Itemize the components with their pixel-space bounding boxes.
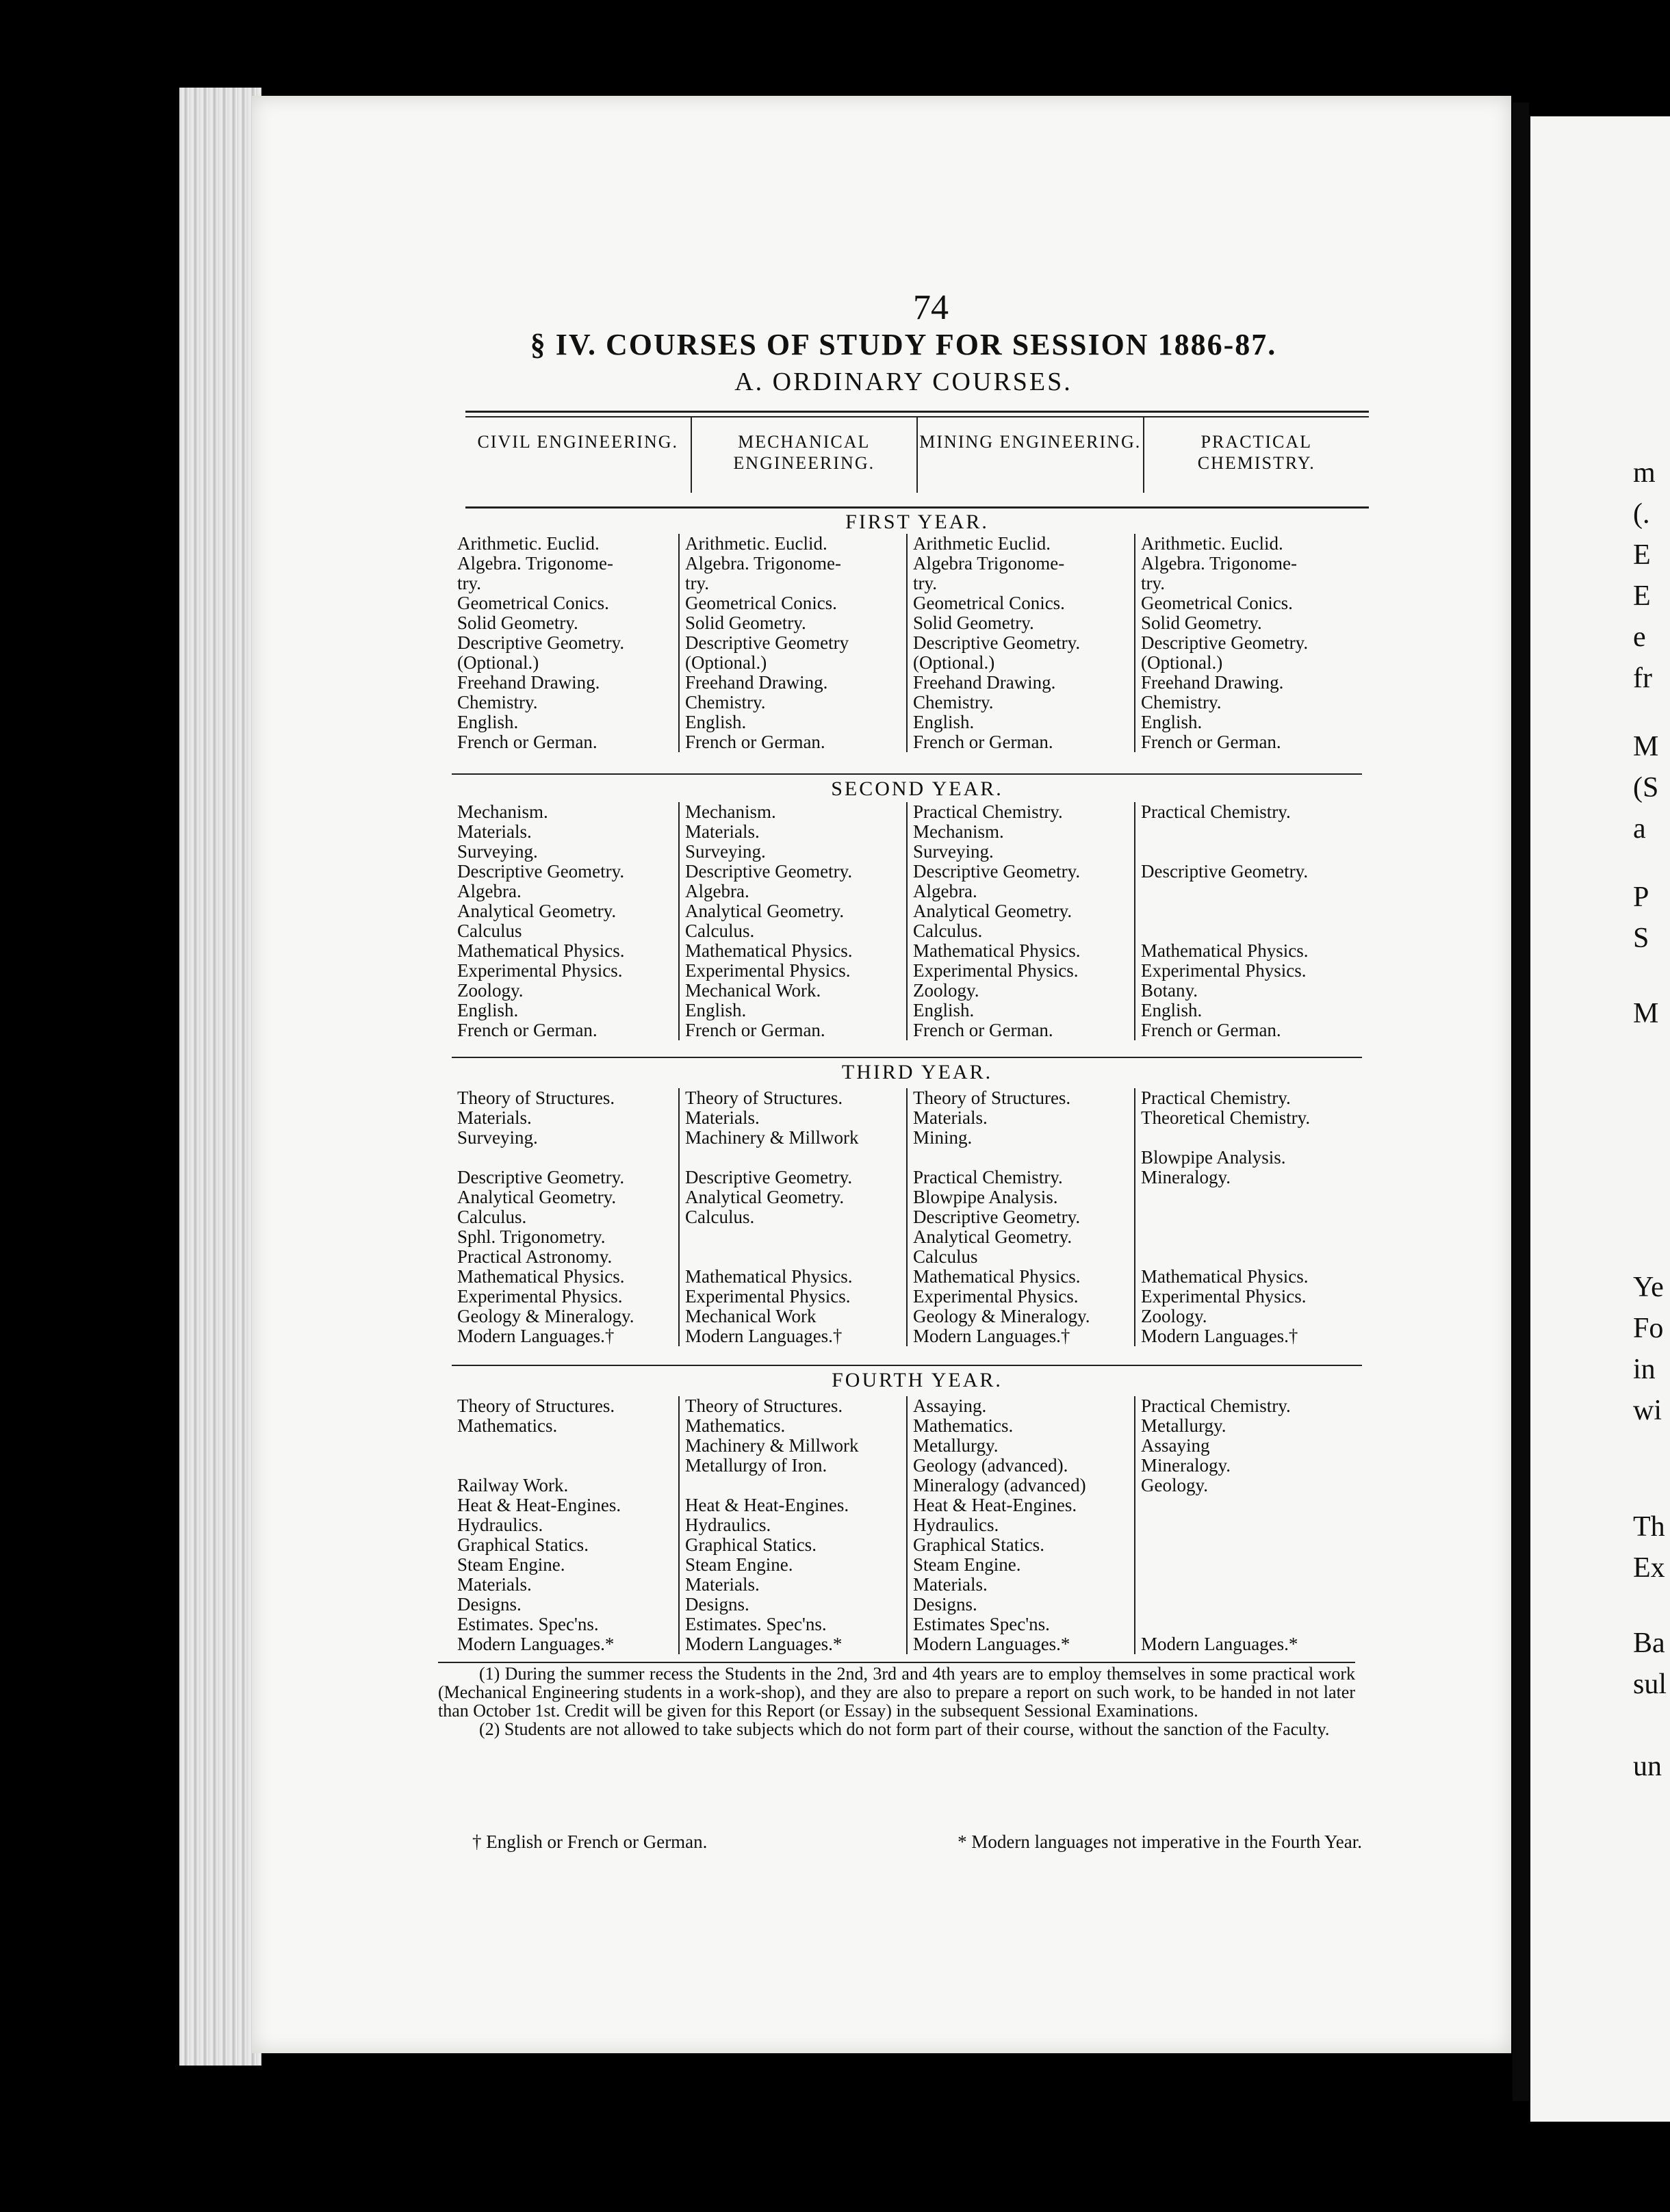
course-subject: Materials. [685, 1107, 760, 1128]
course-subject: Surveying. [457, 1127, 538, 1148]
facing-fragment: Ba [1633, 1628, 1665, 1659]
course-subject: Mathematical Physics. [913, 940, 1081, 961]
course-subject: Freehand Drawing. [913, 672, 1056, 693]
course-column [452, 802, 678, 1040]
course-subject: Graphical Statics. [685, 1534, 817, 1555]
course-subject: Designs. [913, 1594, 977, 1615]
course-subject: Sphl. Trigonometry. [457, 1226, 606, 1247]
facing-fragment: Ex [1633, 1552, 1665, 1584]
course-subject [1141, 1615, 1362, 1634]
course-subject [1141, 882, 1362, 901]
facing-fragment: P [1633, 882, 1649, 913]
course-subject: Arithmetic. Euclid. [685, 534, 827, 554]
course-subject: Descriptive Geometry. [913, 632, 1081, 653]
course-subject: Steam Engine. [913, 1554, 1021, 1575]
course-subject: Modern Languages.† [1141, 1326, 1298, 1346]
course-subject: Experimental Physics. [1141, 960, 1307, 981]
course-subject: Geology (advanced). [913, 1455, 1068, 1476]
facing-fragment: fr [1633, 663, 1652, 694]
course-subject: Solid Geometry. [685, 613, 806, 633]
course-subject: Geology. [1141, 1475, 1208, 1495]
facing-fragment: Fo [1633, 1313, 1664, 1344]
course-subject: Materials. [913, 1574, 988, 1595]
facing-fragment: (S [1633, 772, 1659, 803]
course-subject: (Optional.) [685, 652, 767, 673]
facing-fragment: e [1633, 621, 1646, 653]
course-subject: Estimates Spec'ns. [913, 1614, 1050, 1634]
course-subject [685, 1476, 906, 1495]
footnotes [472, 1831, 1362, 1853]
course-subject: Chemistry. [1141, 692, 1222, 712]
course-subject: Modern Languages.† [685, 1326, 843, 1346]
column-headers [465, 417, 1369, 493]
page-subtitle: A. ORDINARY COURSES. [734, 368, 1072, 396]
notes-rule [438, 1662, 1355, 1663]
course-subject: Freehand Drawing. [1141, 672, 1284, 693]
course-subject [1141, 921, 1362, 941]
course-subject: Experimental Physics. [1141, 1286, 1307, 1307]
course-subject: (Optional.) [913, 652, 995, 673]
course-subject: Materials. [685, 821, 760, 842]
course-subject: French or German. [457, 732, 598, 752]
course-subject: Materials. [685, 1574, 760, 1595]
facing-fragment: S [1633, 923, 1649, 954]
course-subject: Metallurgy. [1141, 1415, 1226, 1436]
course-subject [1141, 1595, 1362, 1615]
course-subject: Graphical Statics. [457, 1534, 589, 1555]
course-subject: Surveying. [457, 841, 538, 862]
header-bottom-rule [465, 506, 1369, 509]
course-column [452, 534, 678, 752]
course-subject: Botany. [1141, 980, 1198, 1001]
footnote-dagger: † English or French or German. [472, 1831, 708, 1852]
course-subject: try. [685, 573, 709, 593]
course-subject [1141, 1247, 1362, 1267]
course-subject: Surveying. [685, 841, 766, 862]
course-column [452, 1396, 678, 1654]
course-subject: Algebra. Trigonome- [685, 553, 841, 574]
year-rule [452, 773, 1362, 775]
course-subject: Practical Chemistry. [1141, 1088, 1291, 1108]
course-subject: Hydraulics. [913, 1515, 999, 1535]
course-subject: Modern Languages.* [913, 1634, 1070, 1654]
course-subject: Geometrical Conics. [1141, 593, 1293, 613]
course-subject [1141, 1555, 1362, 1575]
course-subject: Arithmetic. Euclid. [457, 534, 600, 554]
course-subject: Zoology. [913, 980, 979, 1001]
course-subject: Freehand Drawing. [457, 672, 600, 693]
course-subject: Solid Geometry. [457, 613, 578, 633]
course-subject: Materials. [457, 1107, 532, 1128]
course-subject: Mathematics. [457, 1415, 558, 1436]
course-subject: Materials. [913, 1107, 988, 1128]
course-subject: Theoretical Chemistry. [1141, 1107, 1311, 1128]
course-column [1134, 534, 1362, 752]
course-subject: Experimental Physics. [457, 1286, 623, 1307]
facing-fragment: Ye [1633, 1272, 1664, 1303]
course-subject [913, 1148, 1134, 1168]
course-subject: Mathematics. [913, 1415, 1014, 1436]
course-subject: Steam Engine. [457, 1554, 565, 1575]
page-number: 74 [913, 288, 949, 327]
course-subject: Descriptive Geometry. [913, 861, 1081, 882]
course-subject [1141, 1575, 1362, 1595]
course-subject [1141, 822, 1362, 842]
course-subject: Geometrical Conics. [685, 593, 837, 613]
course-column [1134, 1396, 1362, 1654]
course-subject: Theory of Structures. [457, 1396, 615, 1416]
year-title: FOURTH YEAR. [832, 1369, 1003, 1391]
facing-fragment: (. [1633, 498, 1650, 530]
course-subject: English. [685, 1000, 747, 1020]
course-subject: Mechanism. [685, 802, 776, 822]
course-subject: Railway Work. [457, 1475, 569, 1495]
course-subject: Algebra. [913, 881, 977, 901]
course-subject: Algebra. Trigonome- [1141, 553, 1297, 574]
year-title: SECOND YEAR. [831, 777, 1003, 800]
course-subject: Practical Chemistry. [913, 1167, 1063, 1187]
course-subject [1141, 1495, 1362, 1515]
course-subject [1141, 842, 1362, 862]
course-subject [1141, 1535, 1362, 1555]
course-subject: Practical Astronomy. [457, 1246, 613, 1267]
course-subject: Practical Chemistry. [1141, 802, 1291, 822]
facing-fragment: wi [1633, 1395, 1662, 1426]
course-subject: Descriptive Geometry. [1141, 861, 1309, 882]
course-subject: Mineralogy. [1141, 1455, 1231, 1476]
column-header-mechanical: MECHANICAL ENGINEERING. [692, 417, 918, 493]
facing-fragment: M [1633, 998, 1659, 1029]
course-column [678, 802, 906, 1040]
course-column [678, 1088, 906, 1346]
course-subject: Freehand Drawing. [685, 672, 828, 693]
course-subject: Mechanical Work. [685, 980, 821, 1001]
course-subject: Mineralogy (advanced) [913, 1475, 1086, 1495]
course-subject: Heat & Heat-Engines. [685, 1495, 849, 1515]
course-column [906, 802, 1134, 1040]
course-subject [1141, 1128, 1362, 1148]
column-header-chemistry: PRACTICAL CHEMISTRY. [1197, 432, 1315, 474]
course-subject [1141, 1207, 1362, 1227]
course-subject: Analytical Geometry. [913, 901, 1072, 921]
course-subject: Designs. [685, 1594, 749, 1615]
course-subject: Blowpipe Analysis. [1141, 1147, 1286, 1168]
course-subject: (Optional.) [457, 652, 539, 673]
course-subject: Mathematical Physics. [685, 940, 853, 961]
facing-fragment: m [1633, 457, 1656, 489]
course-subject: French or German. [685, 1020, 825, 1040]
course-subject: French or German. [457, 1020, 598, 1040]
year-grid [452, 1088, 1362, 1346]
course-column [1134, 802, 1362, 1040]
course-subject: Analytical Geometry. [913, 1226, 1072, 1247]
course-subject: Mathematical Physics. [1141, 1266, 1309, 1287]
course-subject: Zoology. [457, 980, 524, 1001]
header-rule [465, 411, 1369, 413]
course-subject [685, 1227, 906, 1247]
course-subject [1141, 1227, 1362, 1247]
course-subject: Calculus. [685, 921, 755, 941]
course-subject: Modern Languages.† [457, 1326, 615, 1346]
course-subject: Hydraulics. [685, 1515, 771, 1535]
course-subject [1141, 901, 1362, 921]
course-subject: Graphical Statics. [913, 1534, 1044, 1555]
course-subject: Descriptive Geometry. [685, 861, 853, 882]
note-1: (1) During the summer recess the Students in the 2nd, 3rd and 4th years are to employ themselves in some practical work (Mechanical Engineering students in a work-shop), and they are also to prepare a report on such work, to be handed in not later than October 1st. Credit will be given for this Report (or Essay) in the subsequent Sessional Examinations. [438, 1664, 1355, 1721]
course-subject: Geology & Mineralogy. [913, 1306, 1090, 1326]
course-subject: Geometrical Conics. [457, 593, 609, 613]
course-subject: Descriptive Geometry. [685, 1167, 853, 1187]
course-subject: Mathematical Physics. [685, 1266, 853, 1287]
course-subject: Analytical Geometry. [685, 901, 845, 921]
footnote-star: * Modern languages not imperative in the Fourth Year. [958, 1831, 1362, 1852]
course-column [906, 534, 1134, 752]
page-title: § IV. COURSES OF STUDY FOR SESSION 1886-87. [530, 328, 1277, 361]
course-subject: Mechanism. [913, 821, 1004, 842]
course-subject: Machinery & Millwork [685, 1435, 859, 1456]
course-subject [685, 1247, 906, 1267]
facing-fragment: a [1633, 813, 1646, 845]
course-subject: Descriptive Geometry. [913, 1207, 1081, 1227]
course-subject: Estimates. Spec'ns. [685, 1614, 827, 1634]
course-subject: Descriptive Geometry. [457, 1167, 625, 1187]
year-grid [452, 534, 1362, 752]
course-subject: Calculus. [685, 1207, 755, 1227]
course-subject: Mathematics. [685, 1415, 786, 1436]
course-subject: try. [913, 573, 937, 593]
course-subject: Surveying. [913, 841, 994, 862]
course-subject: Solid Geometry. [1141, 613, 1262, 633]
course-subject: Chemistry. [457, 692, 538, 712]
course-subject: Arithmetic. Euclid. [1141, 534, 1283, 554]
course-subject: French or German. [1141, 732, 1281, 752]
course-subject: Heat & Heat-Engines. [457, 1495, 621, 1515]
course-subject [457, 1456, 678, 1476]
course-subject: Steam Engine. [685, 1554, 793, 1575]
course-subject: Mining. [913, 1127, 973, 1148]
note-2: (2) Students are not allowed to take subjects which do not form part of their course, without the sanction of the Faculty. [479, 1719, 1330, 1739]
course-subject: Analytical Geometry. [457, 901, 617, 921]
course-column [906, 1396, 1134, 1654]
course-subject: English. [913, 712, 975, 732]
course-subject: Assaying [1141, 1435, 1210, 1456]
course-subject: try. [457, 573, 481, 593]
course-subject: French or German. [1141, 1020, 1281, 1040]
column-header-mining: MINING ENGINEERING. [918, 417, 1144, 493]
course-subject: Metallurgy of Iron. [685, 1455, 827, 1476]
course-subject: Zoology. [1141, 1306, 1207, 1326]
course-subject: Descriptive Geometry. [457, 632, 625, 653]
course-subject: Chemistry. [913, 692, 994, 712]
year-grid [452, 802, 1362, 1040]
course-subject: Metallurgy. [913, 1435, 999, 1456]
course-subject: Practical Chemistry. [913, 802, 1063, 822]
facing-fragment: sul [1633, 1669, 1667, 1700]
course-subject: Modern Languages.* [1141, 1634, 1298, 1654]
facing-fragment: E [1633, 580, 1651, 612]
course-subject: Experimental Physics. [913, 1286, 1079, 1307]
facing-fragment: E [1633, 539, 1651, 571]
course-subject: Machinery & Millwork [685, 1127, 859, 1148]
course-subject: Heat & Heat-Engines. [913, 1495, 1077, 1515]
course-column [678, 534, 906, 752]
course-subject: Descriptive Geometry. [457, 861, 625, 882]
course-subject: Solid Geometry. [913, 613, 1034, 633]
facing-fragment: un [1633, 1751, 1662, 1782]
course-subject [1141, 1187, 1362, 1207]
course-subject: Hydraulics. [457, 1515, 543, 1535]
course-subject: Descriptive Geometry. [1141, 632, 1309, 653]
course-column [1134, 1088, 1362, 1346]
course-subject: Mathematical Physics. [913, 1266, 1081, 1287]
facing-fragment: Th [1633, 1511, 1665, 1543]
course-subject [1141, 1515, 1362, 1535]
course-subject: Assaying. [913, 1396, 987, 1416]
course-column [452, 1088, 678, 1346]
course-subject: English. [457, 1000, 519, 1020]
course-subject: Mechanism. [457, 802, 548, 822]
course-subject [685, 1148, 906, 1168]
course-subject [457, 1436, 678, 1456]
course-subject: Experimental Physics. [913, 960, 1079, 981]
course-subject: Theory of Structures. [685, 1088, 843, 1108]
year-title: THIRD YEAR. [841, 1061, 993, 1083]
course-subject: Geology & Mineralogy. [457, 1306, 634, 1326]
course-subject: Calculus [457, 921, 522, 941]
course-subject: French or German. [685, 732, 825, 752]
course-subject: Experimental Physics. [685, 960, 851, 981]
year-title: FIRST YEAR. [845, 511, 989, 533]
course-subject: Designs. [457, 1594, 522, 1615]
course-subject: Calculus [913, 1246, 978, 1267]
course-subject: Calculus. [457, 1207, 527, 1227]
course-subject: Modern Languages.† [913, 1326, 1070, 1346]
course-subject: Mathematical Physics. [457, 940, 625, 961]
course-subject: (Optional.) [1141, 652, 1223, 673]
course-subject: Practical Chemistry. [1141, 1396, 1291, 1416]
course-subject: Theory of Structures. [913, 1088, 1071, 1108]
course-subject: Estimates. Spec'ns. [457, 1614, 599, 1634]
course-subject: Mineralogy. [1141, 1167, 1231, 1187]
year-rule [452, 1057, 1362, 1058]
course-subject: try. [1141, 573, 1165, 593]
course-subject: English. [1141, 1000, 1203, 1020]
column-header-civil: CIVIL ENGINEERING. [465, 417, 692, 493]
course-subject: French or German. [913, 1020, 1053, 1040]
course-subject: Theory of Structures. [457, 1088, 615, 1108]
course-subject: Analytical Geometry. [685, 1187, 845, 1207]
year-grid [452, 1396, 1362, 1654]
course-subject: Chemistry. [685, 692, 766, 712]
course-subject: Materials. [457, 1574, 532, 1595]
notes [438, 1664, 1355, 1738]
course-subject: Algebra. [685, 881, 749, 901]
course-column [906, 1088, 1134, 1346]
course-subject: Mechanical Work [685, 1306, 817, 1326]
facing-fragment: M [1633, 731, 1659, 762]
course-subject: Theory of Structures. [685, 1396, 843, 1416]
course-subject: Modern Languages.* [685, 1634, 843, 1654]
year-rule [452, 1365, 1362, 1366]
course-subject: French or German. [913, 732, 1053, 752]
course-subject: English. [913, 1000, 975, 1020]
course-subject: English. [685, 712, 747, 732]
course-subject: Calculus. [913, 921, 983, 941]
course-subject: Mathematical Physics. [1141, 940, 1309, 961]
course-subject [457, 1148, 678, 1168]
course-subject: English. [457, 712, 519, 732]
course-subject: Descriptive Geometry [685, 632, 849, 653]
facing-fragment: in [1633, 1354, 1656, 1385]
course-subject: Analytical Geometry. [457, 1187, 617, 1207]
course-subject: Modern Languages.* [457, 1634, 615, 1654]
course-subject: Geometrical Conics. [913, 593, 1065, 613]
course-subject: Algebra. Trigonome- [457, 553, 613, 574]
course-subject: English. [1141, 712, 1203, 732]
course-subject: Arithmetic Euclid. [913, 534, 1051, 554]
course-subject: Mathematical Physics. [457, 1266, 625, 1287]
course-subject: Materials. [457, 821, 532, 842]
course-subject: Algebra Trigonome- [913, 553, 1065, 574]
course-subject: Experimental Physics. [685, 1286, 851, 1307]
course-column [678, 1396, 906, 1654]
course-subject: Blowpipe Analysis. [913, 1187, 1058, 1207]
course-subject: Algebra. [457, 881, 522, 901]
course-subject: Experimental Physics. [457, 960, 623, 981]
